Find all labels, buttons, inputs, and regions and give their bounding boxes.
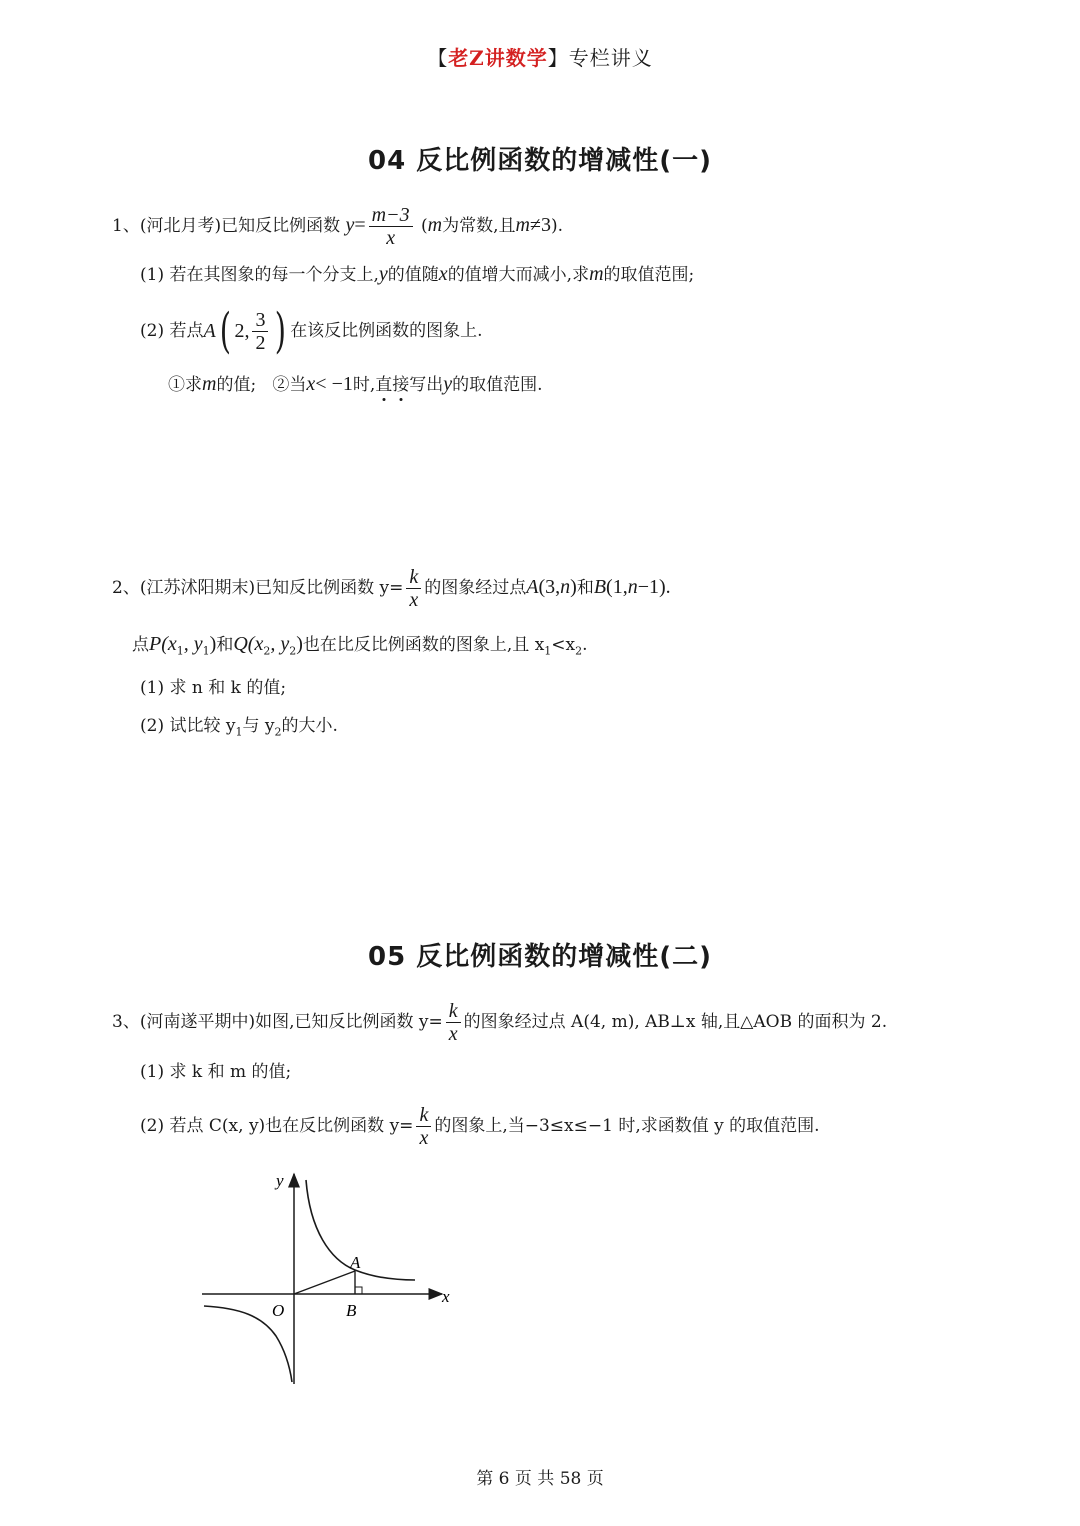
question-text: 也在比反比例函数的图象上,且 x — [302, 635, 545, 655]
fraction-denominator: x — [386, 227, 396, 249]
math-var: n — [560, 576, 571, 598]
math-expr: y= — [379, 578, 404, 598]
hyperbola-branch-right — [306, 1180, 415, 1280]
part-label: (1) — [140, 1062, 165, 1082]
fraction-numerator: k — [416, 1104, 431, 1127]
math-var: m — [515, 214, 530, 236]
question-text: 和 — [216, 635, 234, 655]
part-label: (1) — [140, 265, 165, 285]
part-label: (2) — [140, 321, 165, 341]
question-intro: 已知反比例函数 — [221, 216, 341, 236]
emphasis-char: 接 — [392, 375, 410, 395]
math-var: m — [202, 373, 217, 395]
question-source: (河南遂平期中) — [139, 1012, 256, 1032]
math-var: Q — [233, 633, 248, 655]
subscript: 2 — [289, 644, 297, 658]
question-3-part-1 — [140, 1060, 291, 1084]
part-text: 若点 — [169, 321, 204, 341]
math-var: A — [526, 576, 539, 598]
point-B-label: B — [346, 1301, 357, 1320]
math-var: m — [427, 214, 443, 236]
part-text: 求 n 和 k 的值; — [169, 678, 287, 698]
question-text: <x — [551, 635, 576, 655]
math-num: (3, — [538, 576, 561, 598]
condition-text: 为常数,且 — [442, 216, 516, 236]
subscript: 2 — [575, 644, 583, 658]
question-intro: 已知反比例函数 — [255, 578, 375, 598]
part-label: (2) — [140, 1116, 165, 1136]
condition-open: ( — [421, 216, 428, 236]
question-text: 点 — [132, 635, 149, 655]
fraction-numerator: k — [446, 1000, 461, 1023]
subscript: 1 — [202, 644, 210, 658]
math-var: A — [203, 320, 216, 342]
question-text: 和 — [576, 578, 594, 598]
subpart-label: ②当 — [272, 375, 307, 395]
question-source: (江苏沭阳期末) — [139, 578, 256, 598]
question-text: 的图象经过点 A(4, m), AB⊥x 轴,且△AOB 的面积为 2. — [463, 1012, 888, 1032]
part-label: (1) — [140, 678, 165, 698]
right-angle-mark — [355, 1287, 362, 1294]
subscript: 2 — [263, 644, 271, 658]
math-eq: = — [354, 214, 366, 236]
fraction-denominator: x — [419, 1127, 429, 1149]
part-text: 求 k 和 m 的值; — [169, 1062, 292, 1082]
part-text: 的值增大而减小,求 — [447, 265, 590, 285]
question-1-subparts — [168, 372, 543, 397]
math-num: 2, — [234, 320, 250, 342]
fraction-denominator: x — [448, 1023, 458, 1045]
math-cond: < −1 — [315, 373, 353, 395]
y-axis-label: y — [276, 1171, 284, 1190]
question-3-part-2 — [140, 1104, 820, 1149]
question-3-stem — [112, 1000, 887, 1045]
math-var: x — [306, 373, 316, 395]
part-text: 若点 C(x, y)也在反比例函数 y= — [169, 1116, 414, 1136]
x-axis-label: x — [442, 1287, 450, 1306]
fraction — [252, 309, 268, 354]
fraction-numerator: m−3 — [369, 204, 413, 227]
question-text: 的图象经过点 — [424, 578, 527, 598]
page-footer: 第 6 页 共 58 页 — [476, 1469, 604, 1489]
fraction-numerator: k — [406, 566, 421, 589]
part-text: 若在其图象的每一个分支上, — [169, 265, 379, 285]
header-bracket-open: 【 — [427, 46, 449, 70]
math-var: n — [627, 576, 638, 598]
subscript: 1 — [544, 644, 552, 658]
part-text: 与 y — [242, 716, 275, 736]
subscript: 1 — [235, 725, 243, 739]
fraction-denominator: x — [409, 589, 419, 611]
subscript: 2 — [274, 725, 282, 739]
math-num: (1, — [606, 576, 628, 598]
fraction-numerator: 3 — [252, 309, 268, 332]
part-text: 的取值范围; — [603, 265, 695, 285]
math-var: y — [378, 263, 388, 285]
paren-left: ( — [219, 303, 231, 359]
question-number: 2、 — [112, 578, 140, 598]
part-label: (2) — [140, 716, 165, 736]
header-brand: 老Z讲数学 — [448, 46, 548, 70]
question-1-part-1 — [140, 262, 694, 287]
subpart-text: 的取值范围. — [452, 375, 543, 395]
subscript: 1 — [176, 644, 184, 658]
fraction — [406, 566, 421, 611]
math-num: ) — [296, 633, 303, 655]
math-var: B — [593, 576, 607, 598]
page-header — [0, 42, 1080, 71]
math-var: (x — [161, 633, 177, 655]
point-A-label: A — [350, 1253, 361, 1272]
math-var: (x — [247, 633, 264, 655]
subpart-label: ①求 — [168, 375, 202, 395]
fraction — [416, 1104, 431, 1149]
question-1-part-2 — [140, 304, 483, 358]
question-2-line-2 — [132, 632, 588, 663]
question-2-part-1 — [140, 676, 286, 700]
origin-label: O — [272, 1301, 285, 1320]
subpart-text: 的值; — [216, 375, 257, 395]
question-intro: 如图,已知反比例函数 y= — [255, 1012, 443, 1032]
math-num: ) — [209, 633, 217, 655]
math-var: y — [443, 373, 453, 395]
question-text: . — [582, 635, 588, 655]
paren-right: ) — [275, 303, 287, 359]
question-2-stem — [112, 566, 671, 611]
header-suffix: 专栏讲义 — [568, 46, 653, 70]
question-number: 1、 — [112, 216, 140, 236]
part-text: 在该反比例函数的图象上. — [290, 321, 483, 341]
question-source: (河北月考) — [139, 216, 222, 236]
section-title-1: 04 反比例函数的增减性(一) — [368, 146, 712, 176]
math-num: −1). — [637, 576, 671, 598]
math-var: P — [149, 633, 162, 655]
fraction — [446, 1000, 461, 1045]
header-bracket-close: 】 — [547, 46, 569, 70]
fraction — [369, 204, 413, 249]
math-var: x — [438, 263, 448, 285]
math-var: , y — [270, 633, 290, 655]
part-text: 的值随 — [387, 265, 439, 285]
question-1-stem — [112, 204, 563, 249]
math-var: m — [589, 263, 604, 285]
part-text: 的图象上,当−3≤x≤−1 时,求函数值 y 的取值范围. — [434, 1116, 820, 1136]
part-text: 的大小. — [281, 716, 338, 736]
question-2-part-2 — [140, 714, 338, 744]
segment-OA — [294, 1271, 355, 1294]
subpart-text: 写出 — [409, 375, 444, 395]
hyperbola-figure — [190, 1160, 470, 1390]
emphasis-char: 直 — [375, 375, 393, 395]
math-var: , y — [183, 633, 203, 655]
fraction-denominator: 2 — [255, 331, 266, 354]
part-text: 试比较 y — [169, 716, 236, 736]
math-num: ) — [570, 576, 577, 598]
section-title-2: 05 反比例函数的增减性(二) — [368, 942, 712, 972]
condition-close: ). — [550, 216, 564, 236]
subpart-text: 时, — [352, 375, 376, 395]
math-ne: ≠3 — [529, 214, 551, 236]
math-var: y — [345, 214, 355, 236]
question-number: 3、 — [112, 1012, 140, 1032]
